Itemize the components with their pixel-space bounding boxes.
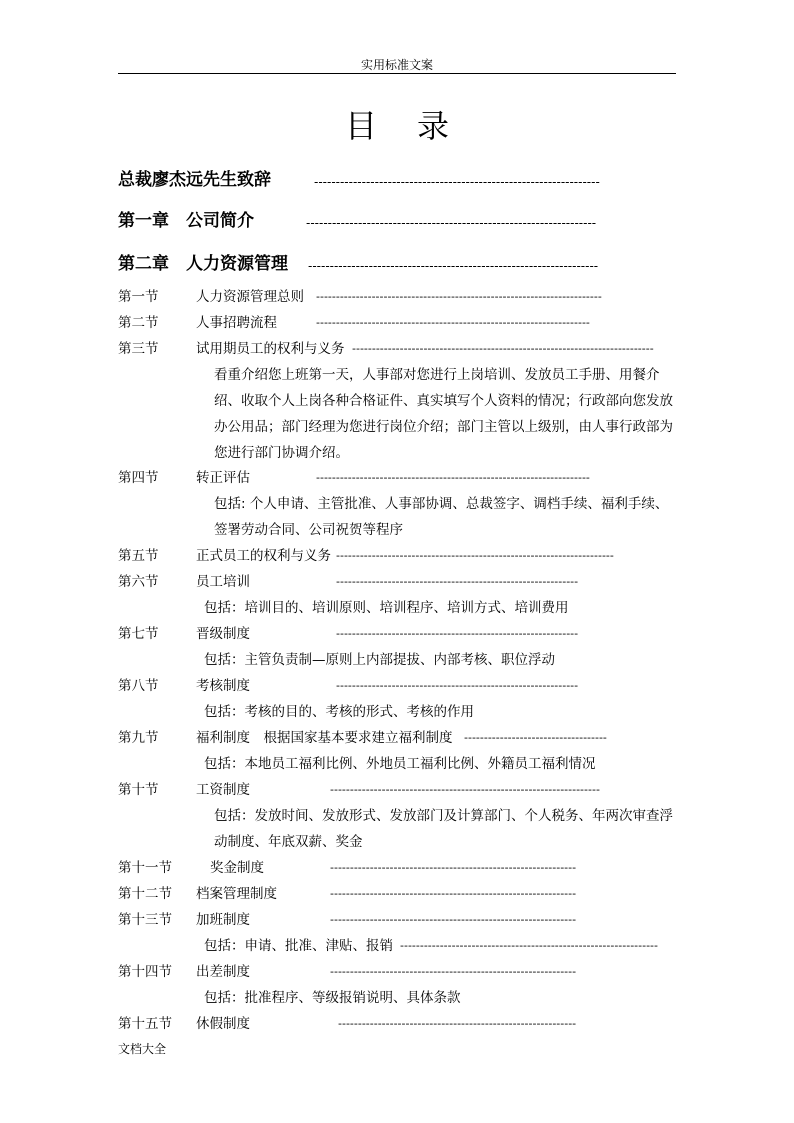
section-number: 第十四节 — [118, 964, 172, 980]
toc-leader: -------------------------------------------------------------- — [330, 861, 577, 874]
section-title: 考核制度 — [196, 678, 250, 694]
section-number: 第十节 — [118, 782, 159, 798]
toc-entry-ceo-speech[interactable] — [118, 168, 600, 192]
section-number: 第六节 — [118, 574, 159, 590]
toc-leader: -------------------------------------------------------------------- — [330, 783, 600, 796]
toc-leader: ------------------------------------------------------------------- — [308, 259, 599, 273]
section-title: 休假制度 — [196, 1016, 250, 1032]
page-footer: 文档大全 — [118, 1042, 167, 1056]
toc-leader: ------------------------------------------------------------------- — [306, 216, 597, 230]
section-title: 员工培训 — [196, 574, 250, 590]
section-title: 工资制度 — [196, 782, 250, 798]
section-number: 第十一节 — [118, 860, 172, 876]
toc-entry-label: 第二章 人力资源管理 — [118, 254, 288, 274]
section-title: 正式员工的权利与义务 — [196, 548, 331, 564]
section-title: 晋级制度 — [196, 626, 250, 642]
toc-leader: ----------------------------------------------------------------- — [400, 939, 659, 952]
section-number: 第四节 — [118, 470, 159, 486]
section-14-description: 包括：批准程序、等级报销说明、具体条款 — [204, 990, 461, 1006]
toc-leader: -------------------------------------------------------------- — [330, 913, 577, 926]
section-10-description: 包括：发放时间、发放形式、发放部门及计算部门、个人税务、年两次审查浮动制度、年底双薪、奖金 — [214, 808, 673, 850]
section-3-description: 看重介绍您上班第一天，人事部对您进行上岗培训、发放员工手册、用餐介绍、收取个人上岗各种合格证件、真实填写个人资料的情况；行政部向您发放办公用品；部门经理为您进行岗位介绍；部门主管以上级别，由人事行政部为您进行部门协调介绍。 — [214, 367, 673, 461]
section-number: 第一节 — [118, 289, 159, 305]
section-number: 第八节 — [118, 678, 159, 694]
toc-leader: ------------------------------------------------------------------------ — [316, 290, 602, 303]
section-title: 奖金制度 — [210, 860, 264, 876]
document-title: 目录 — [344, 107, 489, 145]
toc-leader: --------------------------------------------------------------------- — [316, 471, 590, 484]
toc-leader: -------------------------------------------------------------- — [330, 965, 577, 978]
toc-leader: ------------------------------------------------------------- — [336, 679, 579, 692]
toc-entry-label: 总裁廖杰远先生致辞 — [118, 170, 271, 190]
section-number: 第七节 — [118, 626, 159, 642]
toc-leader: ------------------------------------------------------------- — [336, 575, 579, 588]
toc-leader: ------------------------------------------------------------ — [338, 1017, 577, 1030]
toc-leader: ------------------------------------------------------------- — [336, 627, 579, 640]
section-title: 人力资源管理总则 — [196, 289, 304, 305]
toc-entry-label: 第一章 公司简介 — [118, 211, 254, 231]
page-header: 实用标准文案 — [360, 58, 433, 72]
section-number: 第十五节 — [118, 1016, 172, 1032]
section-7-description: 包括：主管负责制—原则上内部提拔、内部考核、职位浮动 — [204, 652, 555, 668]
section-number: 第三节 — [118, 341, 159, 357]
section-4-description: 包括: 个人申请、主管批准、人事部协调、总裁签字、调档手续、福利手续、签署劳动合同、公司祝贺等程序 — [214, 496, 669, 538]
section-title: 加班制度 — [196, 912, 250, 928]
toc-leader: --------------------------------------------------------------------- — [316, 316, 590, 329]
section-title: 出差制度 — [196, 964, 250, 980]
section-9-description: 包括：本地员工福利比例、外地员工福利比例、外籍员工福利情况 — [204, 756, 596, 772]
section-13-description-text: 包括：申请、批准、津贴、报销 — [204, 938, 393, 954]
toc-leader: -------------------------------------------------------------- — [330, 887, 577, 900]
section-title: 福利制度 根据国家基本要求建立福利制度 — [196, 730, 453, 746]
toc-entry-chapter-1[interactable] — [118, 209, 597, 233]
toc-leader: ---------------------------------------------------------------------- — [336, 549, 614, 562]
toc-entry-chapter-2[interactable] — [118, 252, 599, 276]
section-8-description: 包括：考核的目的、考核的形式、考核的作用 — [204, 704, 474, 720]
section-number: 第五节 — [118, 548, 159, 564]
section-number: 第十二节 — [118, 886, 172, 902]
toc-leader: ------------------------------------------------------------------ — [314, 175, 600, 189]
section-6-description: 包括：培训目的、培训原则、培训程序、培训方式、培训费用 — [204, 600, 569, 616]
section-13-description — [204, 936, 659, 956]
header-rule — [118, 73, 676, 74]
section-title: 试用期员工的权利与义务 — [196, 341, 345, 357]
section-number: 第九节 — [118, 730, 159, 746]
section-title: 档案管理制度 — [196, 886, 277, 902]
section-number: 第十三节 — [118, 912, 172, 928]
toc-leader: ---------------------------------------------------------------------------- — [352, 342, 654, 355]
toc-leader: ------------------------------------ — [464, 731, 607, 744]
section-title: 人事招聘流程 — [196, 315, 277, 331]
section-number: 第二节 — [118, 315, 159, 331]
section-title: 转正评估 — [196, 470, 250, 486]
